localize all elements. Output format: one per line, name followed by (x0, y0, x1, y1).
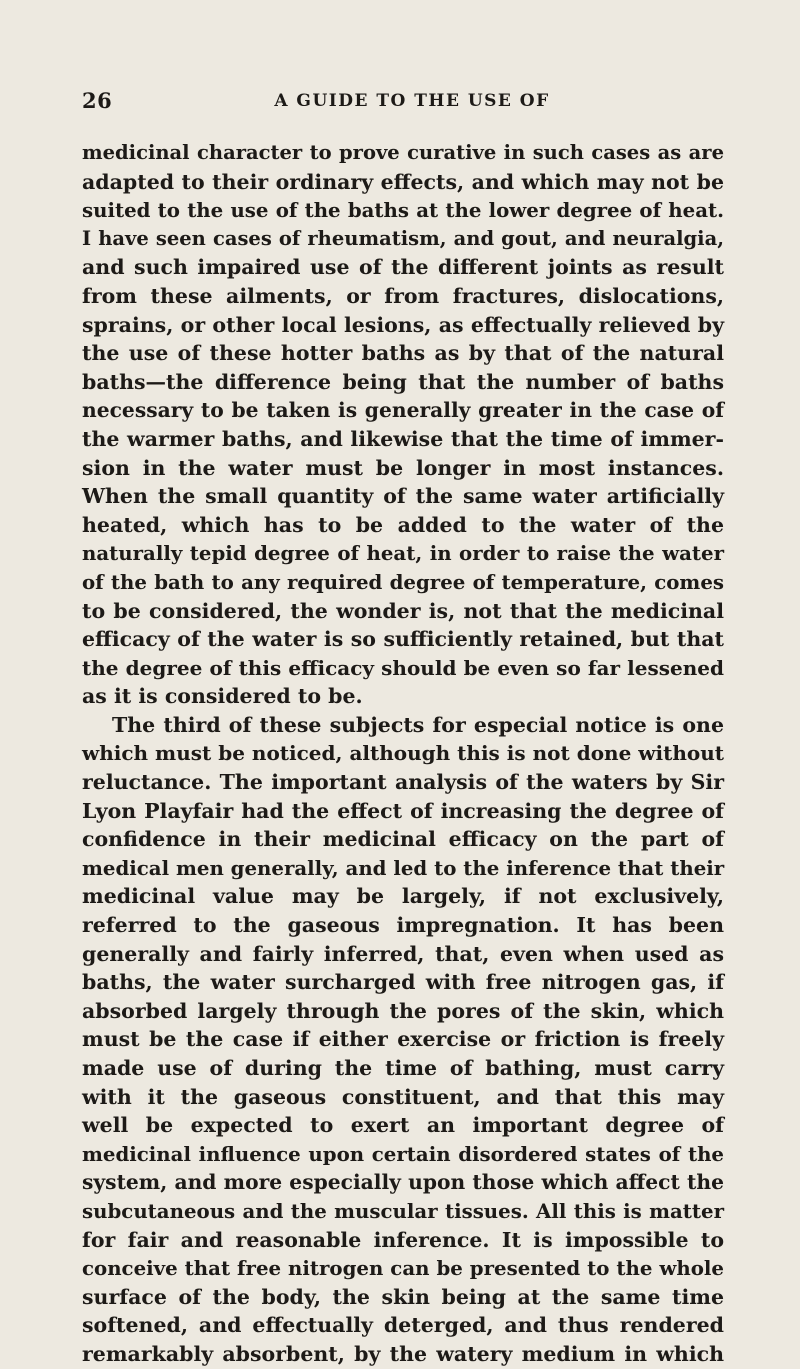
text-line: subcutaneous and the muscular tissues. All this is matter (82, 1198, 724, 1223)
text-line: necessary to be taken is generally greater in the case of (82, 398, 724, 423)
text-line: baths—the difference being that the number of baths (82, 369, 724, 394)
text-line: made use of during the time of bathing, must carry (82, 1056, 724, 1080)
text-line: adapted to their ordinary effects, and which may not be (82, 169, 724, 194)
text-line: sion in the water must be longer in most instances. (82, 455, 724, 480)
text-line: system, and more especially upon those which affect the (82, 1170, 724, 1195)
text-line: of the bath to any required degree of temperature, comes (82, 569, 724, 594)
text-line: suited to the use of the baths at the lower degree of heat. (82, 198, 724, 223)
text-line: generally and fairly inferred, that, even when used as (82, 941, 724, 966)
text-line: medical men generally, and led to the inference that their (82, 855, 725, 880)
text-line: the use of these hotter baths as by that of the natural (82, 341, 724, 366)
text-line: remarkably absorbent, by the watery medium in which (82, 1341, 724, 1366)
text-line: must be the case if either exercise or friction is freely (82, 1027, 724, 1052)
text-line: medicinal character to prove curative in such cases as are (82, 141, 724, 164)
text-line: the degree of this efficacy should be even so far lessened (82, 655, 724, 680)
text-line: medicinal value may be largely, if not exclusively, (82, 884, 724, 909)
text-line: confidence in their medicinal efficacy on the part of (82, 827, 724, 852)
text-line: as it is considered to be. (82, 684, 363, 709)
text-line: to be considered, the wonder is, not that the medicinal (82, 598, 724, 623)
text-line: efficacy of the water is so sufficiently retained, but that (82, 627, 724, 652)
text-line: conceive that free nitrogen can be presented to the whole (82, 1256, 724, 1281)
text-line: well be expected to exert an important degree of (82, 1113, 724, 1138)
text-line: I have seen cases of rheumatism, and gout, and neuralgia, (82, 226, 724, 250)
text-line: medicinal influence upon certain disordered states of the (82, 1141, 724, 1166)
text-line: which must be noticed, although this is not done without (82, 741, 724, 766)
page-number: 26 (82, 88, 113, 113)
text-line: baths, the water surcharged with free nitrogen gas, if (82, 970, 724, 995)
running-head (82, 88, 722, 118)
text-line: softened, and effectually deterged, and thus rendered (82, 1313, 724, 1338)
text-line: When the small quantity of the same water artificially (82, 484, 724, 509)
body-text (82, 139, 724, 1369)
text-line: and such impaired use of the different joints as result (82, 255, 724, 280)
text-line: The third of these subjects for especial notice is one (112, 712, 724, 737)
running-title: A GUIDE TO THE USE OF (274, 91, 550, 111)
text-line: referred to the gaseous impregnation. It has been (82, 913, 724, 938)
text-line: naturally tepid degree of heat, in order to raise the water (82, 541, 724, 566)
text-line: reluctance. The important analysis of the waters by Sir (82, 770, 724, 795)
text-line: with it the gaseous constituent, and that this may (82, 1084, 724, 1109)
text-line: the warmer baths, and likewise that the time of immer- (82, 426, 724, 451)
text-line: surface of the body, the skin being at the same time (82, 1284, 724, 1309)
text-line: from these ailments, or from fractures, dislocations, (82, 283, 724, 308)
text-line: absorbed largely through the pores of the skin, which (82, 998, 724, 1023)
text-line: sprains, or other local lesions, as effectually relieved by (82, 312, 724, 337)
text-line: for fair and reasonable inference. It is impossible to (82, 1227, 724, 1252)
text-line: heated, which has to be added to the water of the (82, 512, 724, 537)
text-line: Lyon Playfair had the effect of increasing the degree of (82, 798, 724, 823)
